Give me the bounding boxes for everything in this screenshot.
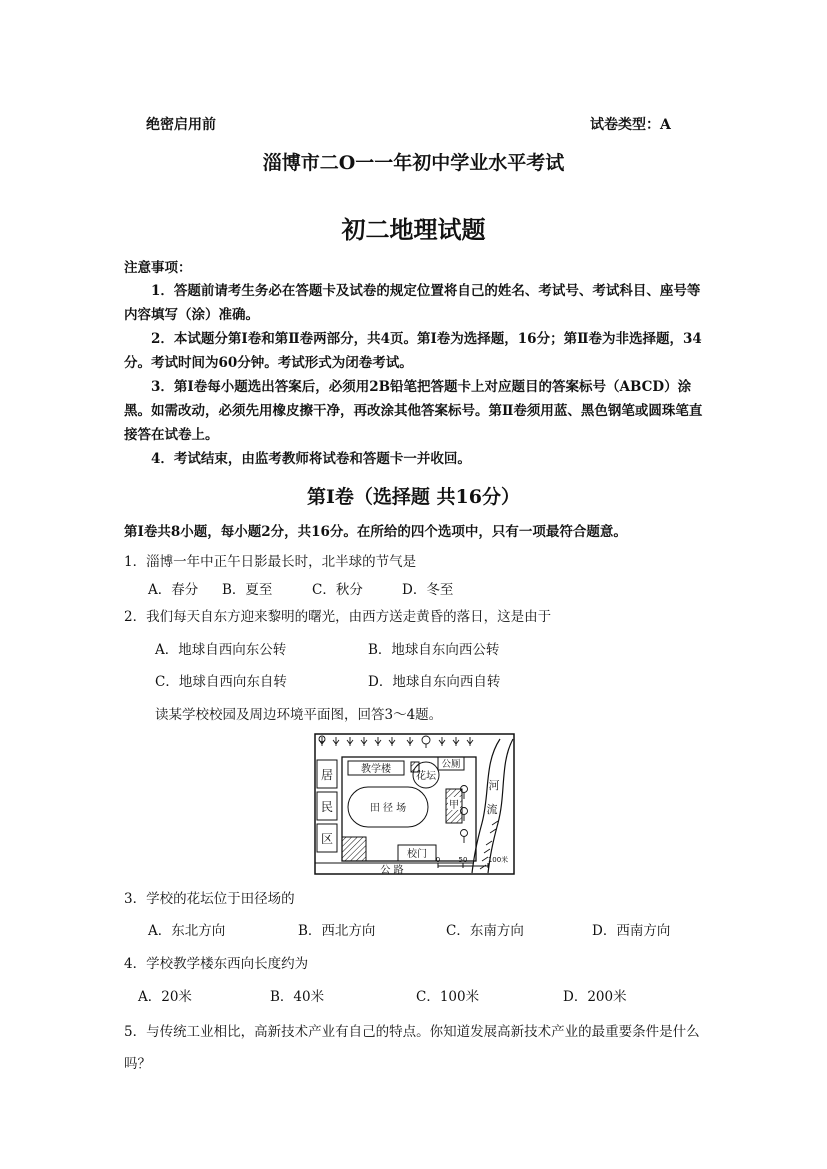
river-label: 河 [488, 779, 500, 792]
option: C．100米 [416, 989, 480, 1005]
toilet-label: 公厕 [441, 759, 461, 770]
tree-row-icon [319, 736, 473, 748]
paper-type-label: 试卷类型：A [590, 117, 671, 133]
option: D．冬至 [402, 582, 454, 598]
road-label: 公 路 [380, 865, 404, 876]
option: A．地球自西向东公转 [155, 642, 287, 658]
exam-title: 淄博市二O一一年初中学业水平考试 [262, 152, 565, 174]
option: D．地球自东向西自转 [368, 674, 501, 690]
residential-label: 区 [320, 832, 334, 846]
notice-item: 1．答题前请考生务必在答题卡及试卷的规定位置将自己的姓名、考试号、考试科目、座号等内容填写（涂）准确。 [124, 283, 701, 323]
residential-label: 民 [320, 800, 334, 814]
scale-label: 100米 [487, 856, 509, 864]
notice-item: 3．第Ⅰ卷每小题选出答案后，必须用2B铅笔把答题卡上对应题目的答案标号（ABCD）涂黑。如需改动，必须先用橡皮擦干净，再改涂其他答案标号。第Ⅱ卷须用蓝、黑色钢笔或圆珠笔直接答在试卷上。 [124, 379, 703, 443]
question-stem: 1．淄博一年中正午日影最长时，北半球的节气是 [124, 554, 417, 570]
option: C．东南方向 [446, 923, 524, 939]
question-stem: 2．我们每天自东方迎来黎明的曙光，由西方送走黄昏的落日，这是由于 [124, 609, 552, 625]
hatched-building [342, 837, 366, 861]
option: A．东北方向 [148, 923, 226, 939]
notice-item: 4．考试结束，由监考教师将试卷和答题卡一并收回。 [151, 451, 471, 467]
scale-label: 50 [458, 856, 468, 864]
residential-label: 居 [320, 768, 334, 782]
question-stem: 4．学校教学楼东西向长度约为 [124, 956, 309, 972]
question-stem: 5．与传统工业相比，高新技术产业有自己的特点。你知道发展高新技术产业的最重要条件是什么吗？ [124, 1024, 700, 1072]
gate-label: 校门 [407, 849, 427, 860]
option: D．200米 [563, 989, 627, 1005]
track-label: 田 径 场 [369, 803, 407, 814]
option: A．20米 [138, 989, 192, 1005]
section-title: 第Ⅰ卷（选择题 共16分） [307, 486, 520, 508]
teaching-building-label: 教学楼 [361, 764, 391, 775]
option: A．春分 [148, 582, 199, 598]
option: B．西北方向 [298, 923, 376, 939]
question-stem: 3．学校的花坛位于田径场的 [124, 891, 295, 907]
flower-bed-label: 花坛 [416, 771, 436, 782]
scale-label: 0 [435, 856, 441, 864]
secret-label: 绝密启用前 [146, 117, 216, 133]
option: C．秋分 [312, 582, 363, 598]
option: B．地球自东向西公转 [368, 642, 500, 658]
jia-label: 甲 [449, 800, 459, 811]
notice-item: 2．本试题分第Ⅰ卷和第Ⅱ卷两部分，共4页。第Ⅰ卷为选择题，16分；第Ⅱ卷为非选择题，34分。考试时间为60分钟。考试形式为闭卷考试。 [124, 331, 702, 371]
option: B．40米 [270, 989, 325, 1005]
option: B．夏至 [222, 582, 273, 598]
section-instruction: 第Ⅰ卷共8小题，每小题2分，共16分。在所给的四个选项中，只有一项最符合题意。 [124, 524, 627, 540]
option: D．西南方向 [592, 923, 671, 939]
option: C．地球自西向东自转 [155, 674, 287, 690]
notice-heading: 注意事项： [124, 260, 192, 276]
campus-map [314, 733, 516, 876]
river-label: 流 [486, 803, 498, 816]
subject-title: 初二地理试题 [341, 215, 486, 244]
map-intro: 读某学校校园及周边环境平面图，回答3～4题。 [155, 707, 443, 723]
